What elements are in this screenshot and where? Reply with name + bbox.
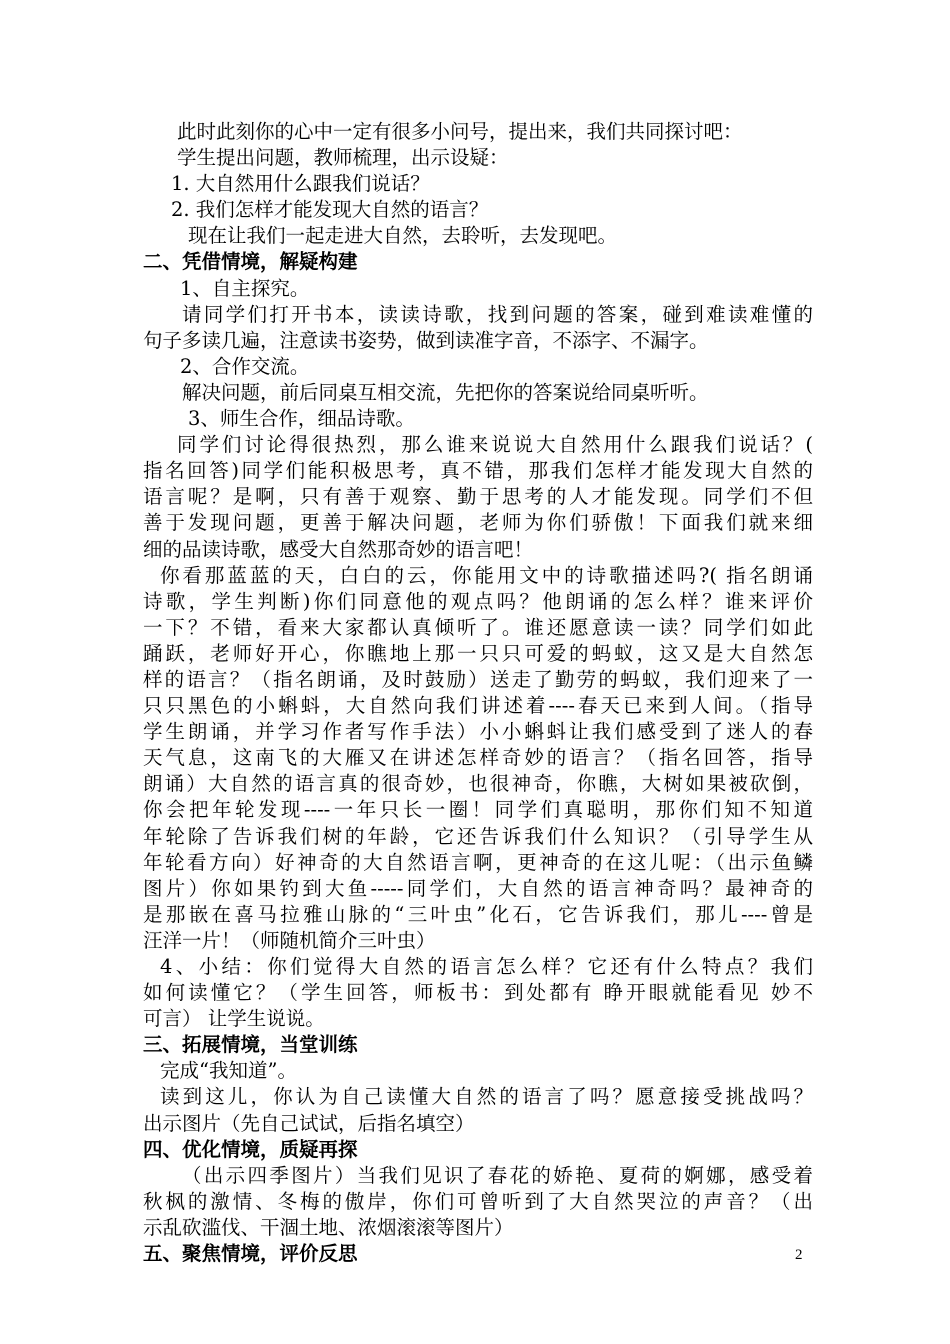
text-line: 请同学们打开书本，读读诗歌，找到问题的答案，碰到难读难懂的 <box>182 302 813 326</box>
text-line: 读到这儿，你认为自己读懂大自然的语言了吗？愿意接受挑战吗？ <box>160 1085 813 1109</box>
body-text <box>143 119 813 1267</box>
text-line: 出示图片（先自己试试，后指名填空） <box>143 1111 475 1135</box>
text-line: 完成“我知道”。 <box>160 1059 297 1083</box>
text-line: 是那嵌在喜马拉雅山脉的“三叶虫”化石，它告诉我们，那儿----曾是 <box>143 902 813 926</box>
text-line: 天气息，这南飞的大雁又在讲述怎样奇妙的语言？（指名回答，指导 <box>143 746 813 770</box>
text-line: 2、合作交流。 <box>180 354 310 378</box>
text-line: 年轮除了告诉我们树的年龄，它还告诉我们什么知识？（引导学生从 <box>143 824 813 848</box>
text-line: 只只黑色的小蝌蚪，大自然向我们讲述着----春天已来到人间。（指导 <box>143 694 813 718</box>
text-line: 学生提出问题，教师梳理，出示设疑： <box>177 146 509 170</box>
text-line: 你会把年轮发现----一年只长一圈！同学们真聪明，那你们知不知道 <box>143 798 813 822</box>
text-line: 样的语言？（指名朗诵，及时鼓励）送走了勤劳的蚂蚁，我们迎来了一 <box>143 667 813 691</box>
text-line: 指名回答)同学们能积极思考，真不错，那我们怎样才能发现大自然的 <box>143 459 813 483</box>
text-line: 诗歌，学生判断)你们同意他的观点吗？他朗诵的怎么样？谁来评价 <box>143 589 813 613</box>
section-heading: 五、聚焦情境，评价反思 <box>143 1242 358 1266</box>
text-line: 1. 大自然用什么跟我们说话？ <box>171 172 430 196</box>
text-line: 细的品读诗歌，感受大自然那奇妙的语言吧！ <box>143 537 534 561</box>
text-line: 1、自主探究。 <box>180 276 310 300</box>
text-line: 秋枫的激情、冬梅的傲岸，你们可曾听到了大自然哭泣的声音？（出 <box>143 1189 813 1213</box>
text-line: 汪洋一片！（师随机简介三叶虫） <box>143 928 436 952</box>
text-line: 学生朗诵，并学习作者写作手法）小小蝌蚪让我们感受到了迷人的春 <box>143 720 813 744</box>
text-line: 示乱砍滥伐、干涸土地、浓烟滚滚等图片） <box>143 1215 514 1239</box>
text-line: 同学们讨论得很热烈，那么谁来说说大自然用什么跟我们说话？( <box>177 433 813 457</box>
page-number: 2 <box>795 1247 803 1263</box>
section-heading: 二、凭借情境，解疑构建 <box>143 250 358 274</box>
section-heading: 三、拓展情境，当堂训练 <box>143 1033 358 1057</box>
text-line: 朗诵）大自然的语言真的很奇妙，也很神奇，你瞧，大树如果被砍倒， <box>143 772 813 796</box>
text-line: 3、师生合作，细品诗歌。 <box>188 407 415 431</box>
text-line: 善于发现问题，更善于解决问题，老师为你们骄傲！下面我们就来细 <box>143 511 813 535</box>
text-line: 语言呢？是啊，只有善于观察、勤于思考的人才能发现。同学们不但 <box>143 485 813 509</box>
text-line: 解决问题，前后同桌互相交流，先把你的答案说给同桌听听。 <box>182 380 709 404</box>
text-line: 踊跃，老师好开心，你瞧地上那一只只可爱的蚂蚁，这又是大自然怎 <box>143 641 813 665</box>
text-line: 此时此刻你的心中一定有很多小问号，提出来，我们共同探讨吧： <box>177 120 743 143</box>
text-line: （出示四季图片）当我们见识了春花的娇艳、夏荷的婀娜，感受着 <box>182 1163 813 1187</box>
text-line: 2. 我们怎样才能发现大自然的语言？ <box>171 198 489 222</box>
text-line: 句子多读几遍，注意读书姿势，做到读准字音，不添字、不漏字。 <box>143 328 709 352</box>
text-line: 一下？不错，看来大家都认真倾听了。谁还愿意读一读？同学们如此 <box>143 615 813 639</box>
text-line: 如何读懂它？（学生回答，师板书：到处都有 睁开眼就能看见 妙不 <box>143 981 813 1005</box>
text-line: 年轮看方向）好神奇的大自然语言啊，更神奇的在这儿呢：（出示鱼鳞 <box>143 850 813 874</box>
section-heading: 四、优化情境，质疑再探 <box>143 1137 358 1161</box>
text-line: 4、小结：你们觉得大自然的语言怎么样？它还有什么特点？我们 <box>160 955 813 978</box>
text-line: 现在让我们一起走进大自然，去聆听，去发现吧。 <box>188 224 618 248</box>
text-line: 图片）你如果钓到大鱼-----同学们，大自然的语言神奇吗？最神奇的 <box>143 876 813 900</box>
text-line: 可言） 让学生说说。 <box>143 1007 325 1031</box>
text-line: 你看那蓝蓝的天，白白的云，你能用文中的诗歌描述吗?( 指名朗诵 <box>160 563 813 587</box>
